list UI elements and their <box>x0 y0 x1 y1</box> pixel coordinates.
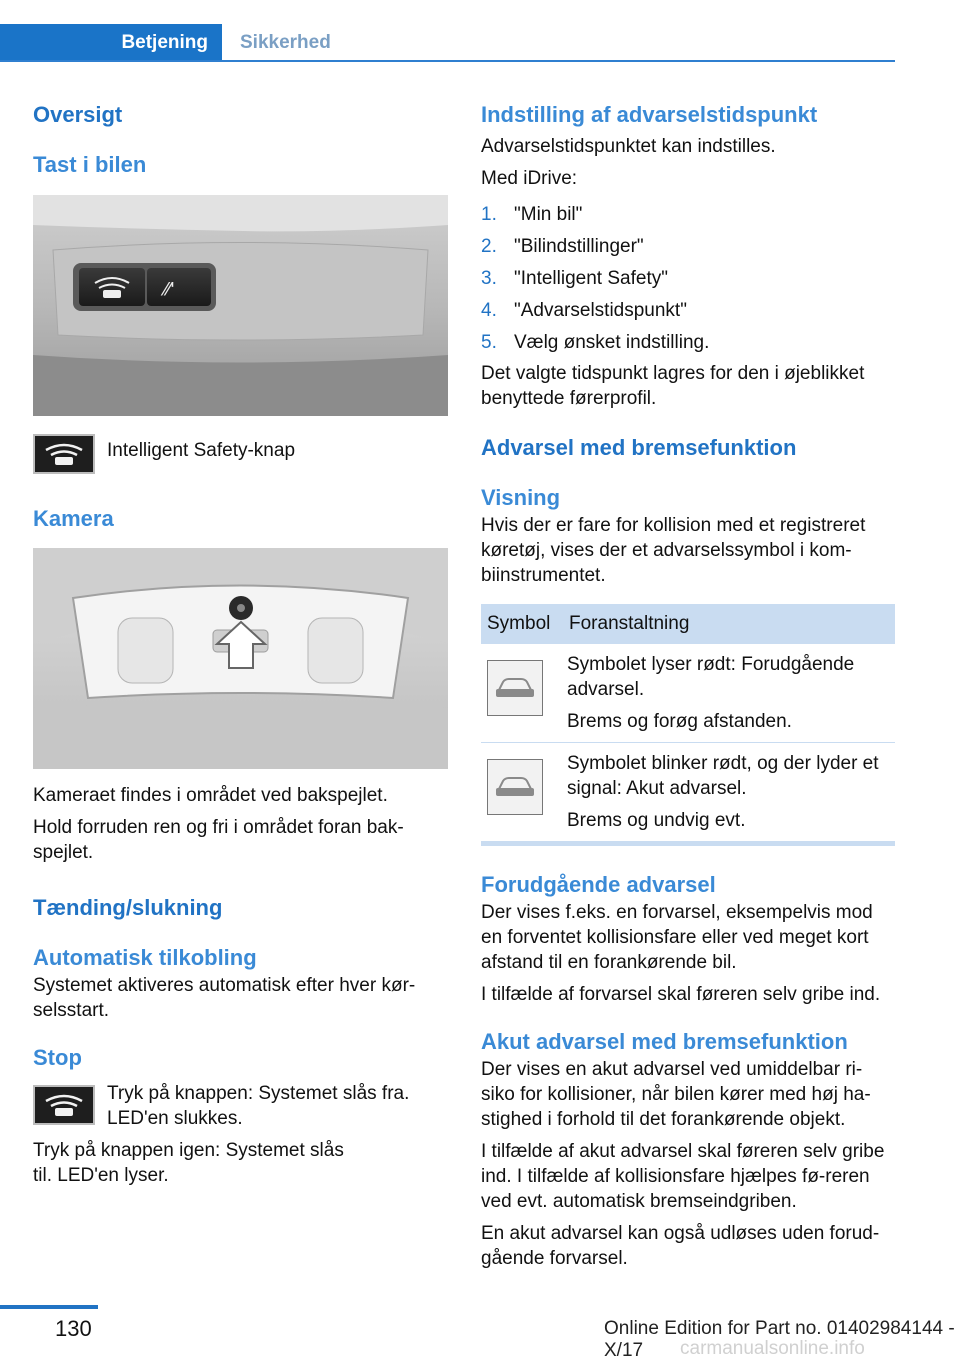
photo-button-panel <box>33 195 448 416</box>
row1-text-a: Symbolet lyser rødt: Forudgående advarsel. <box>567 654 855 700</box>
tab-sikkerhed[interactable]: Sikkerhed <box>222 24 352 62</box>
visning-paragraph: Hvis der er fare for kollision med et registreret køretøj, vises der et advarselssymbol i kom-biinstrumentet. <box>481 515 866 586</box>
automatisk-paragraph: Systemet aktiveres automatisk efter hver kør-selsstart. <box>33 975 416 1021</box>
icon-caption-row <box>33 434 448 474</box>
section-header <box>0 24 895 62</box>
car-warning-icon <box>487 660 543 716</box>
stop-caption: Tryk på knappen: Systemet slås fra. LED'en slukkes. <box>107 1083 410 1129</box>
akut-paragraph-1: Der vises en akut advarsel ved umiddelbar ri-siko for kollisioner, når bilen kører med høj ha-stighed i forhold til det forankørende objekt. <box>481 1059 871 1130</box>
intelligent-safety-icon <box>33 434 95 474</box>
table-header-action: Foranstaltning <box>563 604 895 644</box>
indstilling-paragraph-1: Advarselstidspunktet kan indstilles. <box>481 136 776 157</box>
row1-text-b: Brems og forøg afstanden. <box>567 711 792 732</box>
icon-caption-intelligent-safety: Intelligent Safety-knap <box>107 440 296 461</box>
step-item: 5. Vælg ønsket indstilling. <box>481 332 710 353</box>
page-number: 130 <box>55 1316 92 1341</box>
table-row <box>481 743 895 844</box>
car-warning-blink-icon <box>487 759 543 815</box>
left-column <box>33 100 448 1188</box>
tab-betjening[interactable]: Betjening <box>0 24 222 62</box>
kamera-paragraph-1: Kameraet findes i området ved bakspejlet. <box>33 785 388 806</box>
indstilling-paragraph-3: Det valgte tidspunkt lagres for den i øjeblikket benyttede førerprofil. <box>481 363 865 409</box>
heading-stop: Stop <box>33 1045 82 1070</box>
row2-text-a: Symbolet blinker rødt, og der lyder et signal: Akut advarsel. <box>567 753 879 799</box>
step-item: 3. "Intelligent Safety" <box>481 268 668 289</box>
stop-caption-row <box>33 1081 448 1131</box>
heading-kamera: Kamera <box>33 506 114 531</box>
symbol-table <box>481 604 895 846</box>
heading-oversigt: Oversigt <box>33 102 123 127</box>
stop-paragraph: Tryk på knappen igen: Systemet slås til. LED'en lyser. <box>33 1140 344 1186</box>
table-header-symbol: Symbol <box>481 604 563 644</box>
svg-text:⁄⁄': ⁄⁄' <box>164 279 175 300</box>
step-item: 4. "Advarselstidspunkt" <box>481 300 687 321</box>
heading-forudgaaende-advarsel: Forudgående advarsel <box>481 872 716 897</box>
right-column <box>481 100 895 1271</box>
heading-automatisk-tilkobling: Automatisk tilkobling <box>33 945 257 970</box>
akut-paragraph-3: En akut advarsel kan også udløses uden forud-gående forvarsel. <box>481 1223 880 1269</box>
heading-indstilling: Indstilling af advarselstidspunkt <box>481 102 818 127</box>
header-rule <box>0 60 895 62</box>
akut-paragraph-2: I tilfælde af akut advarsel skal føreren selv gribe ind. I tilfælde af kollisionsfare hjælpes fø-reren ved evt. automatisk bremseindgriben. <box>481 1141 885 1212</box>
forud-paragraph-1: Der vises f.eks. en forvarsel, eksempelvis mod en forventet kollisionsfare eller ved meget kort afstand til en forankørende bil. <box>481 902 873 973</box>
idrive-steps <box>481 199 895 359</box>
heading-advarsel-bremsefunktion: Advarsel med bremsefunktion <box>481 435 797 460</box>
heading-taending-slukning: Tænding/slukning <box>33 895 223 920</box>
step-item: 2. "Bilindstillinger" <box>481 236 644 257</box>
indstilling-paragraph-2: Med iDrive: <box>481 168 578 189</box>
kamera-paragraph-2: Hold forruden ren og fri i området foran bak-spejlet. <box>33 817 404 863</box>
heading-tast-i-bilen: Tast i bilen <box>33 152 147 177</box>
edition-text: Online Edition for Part no. 01402984144 - X/17 <box>604 1318 955 1361</box>
camera-illustration <box>33 548 448 769</box>
watermark: carmanualsonline.info <box>680 1338 865 1359</box>
heading-akut-advarsel: Akut advarsel med bremsefunktion <box>481 1029 848 1054</box>
forud-paragraph-2: I tilfælde af forvarsel skal føreren selv gribe ind. <box>481 984 881 1005</box>
row2-text-b: Brems og undvig evt. <box>567 810 746 831</box>
intelligent-safety-icon-2 <box>33 1085 95 1125</box>
button-panel-illustration <box>33 195 448 416</box>
heading-visning: Visning <box>481 485 561 510</box>
step-item: 1. "Min bil" <box>481 204 583 225</box>
footer-rule <box>0 1305 98 1309</box>
photo-camera <box>33 548 448 769</box>
table-row <box>481 644 895 743</box>
